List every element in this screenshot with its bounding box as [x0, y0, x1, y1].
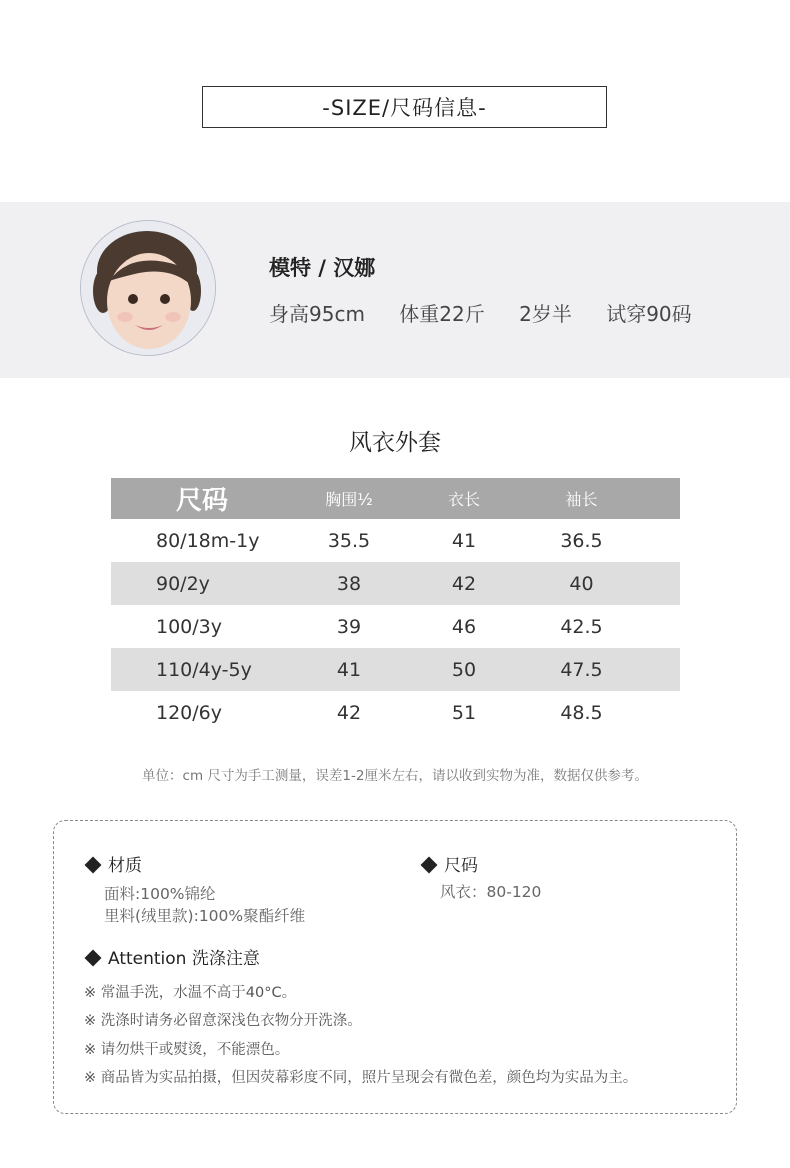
material-line: 面料:100%锦纶 [104, 885, 216, 903]
material-line: 里料(绒里款):100%聚酯纤维 [104, 907, 306, 925]
attention-heading [84, 944, 260, 969]
size-range-heading [420, 851, 478, 876]
material-heading-text: 材质 [108, 856, 142, 876]
diamond-bullet-icon [85, 950, 102, 967]
model-weight: 体重22斤 [399, 302, 485, 326]
cell-size: 100/3y [156, 615, 222, 638]
page-title-text: -SIZE/尺码信息- [322, 96, 487, 120]
table-row [111, 605, 680, 648]
model-try-size: 试穿90码 [606, 302, 692, 326]
measurement-note: 单位：cm 尺寸为手工测量，误差1-2厘米左右，请以收到实物为准，数据仅供参考。 [142, 768, 648, 784]
table-row [111, 648, 680, 691]
model-height: 身高95cm [269, 302, 365, 326]
cell-chest: 42 [336, 701, 362, 724]
cell-sleeve: 42.5 [560, 615, 603, 638]
table-row [111, 519, 680, 562]
table-row [111, 562, 680, 605]
material-heading [84, 851, 142, 876]
col-header-chest: 胸围½ [325, 490, 373, 509]
cell-chest: 41 [336, 658, 362, 681]
cell-chest: 39 [336, 615, 362, 638]
cell-chest: 38 [336, 572, 362, 595]
care-line: ※ 常温手洗，水温不高于40°C。 [84, 985, 297, 1001]
model-avatar [80, 220, 216, 356]
model-photo-icon [81, 221, 216, 356]
cell-length: 42 [451, 572, 477, 595]
cell-length: 50 [451, 658, 477, 681]
cell-chest: 35.5 [327, 529, 371, 552]
cell-sleeve: 48.5 [560, 701, 603, 724]
cell-size: 120/6y [156, 701, 222, 724]
cell-length: 41 [451, 529, 477, 552]
cell-size: 110/4y-5y [156, 658, 252, 681]
cell-length: 46 [451, 615, 477, 638]
model-stats [269, 298, 720, 327]
col-header-length: 衣长 [447, 490, 480, 509]
diamond-bullet-icon [85, 857, 102, 874]
cell-length: 51 [451, 701, 477, 724]
model-age: 2岁半 [519, 302, 572, 326]
cell-sleeve: 40 [569, 572, 594, 595]
cell-sleeve: 47.5 [560, 658, 603, 681]
care-line: ※ 洗涤时请务必留意深浅色衣物分开洗涤。 [84, 1013, 362, 1029]
col-header-sleeve: 袖长 [565, 490, 598, 509]
care-line: ※ 请勿烘干或熨烫，不能漂色。 [84, 1042, 290, 1058]
table-row [111, 691, 680, 734]
size-table-title: 风衣外套 [349, 430, 441, 456]
page-title [202, 86, 607, 128]
cell-size: 90/2y [156, 572, 210, 595]
size-table [111, 478, 680, 734]
cell-size: 80/18m-1y [156, 529, 260, 552]
model-name: 模特 / 汉娜 [269, 256, 376, 280]
size-range-heading-text: 尺码 [444, 856, 478, 876]
col-header-size: 尺码 [176, 486, 229, 516]
cell-sleeve: 36.5 [560, 529, 603, 552]
size-range-line: 风衣：80-120 [440, 883, 542, 901]
care-line: ※ 商品皆为实品拍摄，但因荧幕彩度不同，照片呈现会有微色差，颜色均为实品为主。 [84, 1070, 638, 1086]
attention-heading-text: Attention 洗涤注意 [108, 949, 260, 969]
table-header-row [111, 478, 680, 519]
diamond-bullet-icon [421, 857, 438, 874]
